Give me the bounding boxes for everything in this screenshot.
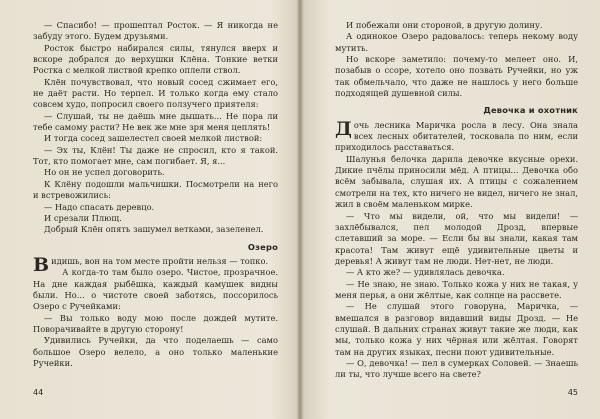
paragraph: Но он не успел договорить. <box>44 167 165 178</box>
paragraph: — Слушай, ты не даёшь мне дышать... Не пора ли тебе самому расти? Не век же мне зря меня цеплять! <box>33 110 278 133</box>
paragraph: — Спасибо! — прошептал Росток. — Я никогда не забуду этого. Будем друзьями. <box>33 20 278 42</box>
paragraph: Шалунья белочка дарила девочке вкусные орехи. Дикие пчёлы приносили мёд. А птицы... Девочка обо всём забывала, слушая их. А птицы с сожалением смотрели на тех, кто ничего не видел, ничего не знал, жил в своём маленьком мирке. <box>335 153 578 210</box>
paragraph: Клён почувствовал, что новый сосед сжимает его, не даёт расти. Но терпел. И только когда ему стало совсем худо, попросил своего ползучего приятеля: <box>33 76 278 110</box>
paragraph: — Что мы видели, ой, что мы видели! — захлёбывался, пел молодой Дрозд, впервые слетавший за море. — Если бы вы знали, какая там красота! Там живут ещё удивительные цветы и деревья! А живут там не люди. Нет-нет, не люди. <box>335 210 578 266</box>
paragraph: Добрый Клён опять зашумел ветками, зазеленел. <box>44 224 264 235</box>
drop-cap: В <box>33 253 50 276</box>
paragraph: Но вскоре заметило: почему-то мелеет оно. И, позабыв о ссоре, хотело оно позвать Ручейки, но уж так обмельчало, что даже не нашлось у него больше подходящей душевной силы. <box>335 54 578 99</box>
paragraph: И срезали Плющ. <box>44 212 122 223</box>
right-page-text <box>335 20 578 381</box>
paragraph-text: идишь, вон на том месте пройти нельзя — топко. <box>51 255 269 266</box>
right-page <box>300 0 600 419</box>
paragraph <box>33 253 278 276</box>
paragraph: — Не знаю, не знаю. Только кожа у них не такая, у меня перья, а они жёлтые, как солнце на рассвете. <box>335 278 578 300</box>
section-title-ozero: Озеро <box>247 241 278 252</box>
paragraph-text: очь лесника Маричка росла в лесу. Она знала всех лесных обитателей, тосковала по ним, если приходилось расставаться. <box>335 119 578 153</box>
paragraph: Росток быстро набирался силы, тянулся вверх и вскоре добрался до верхушки Клёна. Тонкие ветки Ростка с мелкой листвой крепко оплели ствол. <box>33 42 278 76</box>
paragraph: К Клёну подошли мальчишки. Посмотрели на него и встревожились: <box>33 178 278 201</box>
section-title-devochka: Девочка и охотник <box>483 105 578 116</box>
paragraph: — Не слушай этого говоруна, Маричка, — вмешался в разговор видавший виды Дрозд. — Не слушай. В дальних странах живут такие же люди, как мы, только кожа у них чёрная или жёлтая. Говорят там на других языках, песни поют удивительные. <box>335 301 578 357</box>
paragraph: Удивились Ручейки, да что поделаешь — само большое Озеро велело, а оно только маленькие Ручейки. <box>33 335 278 368</box>
paragraph <box>335 117 578 154</box>
page-number: 44 <box>33 388 44 397</box>
paragraph: — А кто же? — удивлялась девочка. <box>346 267 505 278</box>
drop-cap: Д <box>335 117 352 140</box>
paragraph: — Эх ты, Клён! Ты даже не спросил, кто я такой. Тот, кто помогает мне, сам погибает. Я, я... <box>33 144 278 167</box>
book-gutter <box>296 0 304 419</box>
paragraph: А когда-то там было озеро. Чистое, прозрачное. На дне каждая рыбёшка, каждый камушек видны были. Но... о чистоте своей заботясь, поссорилось Озеро с Ручейками: <box>33 267 278 312</box>
paragraph: А одинокое Озеро радовалось: теперь некому воду мутить. <box>335 31 578 53</box>
paragraph: И тогда сосед зашелестел своей мелкой листвой: <box>44 133 263 144</box>
paragraph: И побежали они стороной, в другую долину. <box>346 20 543 30</box>
paragraph: — О, девочка! — пел в сумерках Соловей. — Знаешь ли ты, что лучше всего на свете? <box>335 357 578 380</box>
paragraph: — Вы только воду мою после дождей мутите. Поворачивайте в другую сторону! <box>33 312 278 334</box>
left-page-text <box>33 20 278 369</box>
paragraph: — Надо спасать деревцо. <box>44 201 155 212</box>
page-number: 45 <box>567 388 578 397</box>
